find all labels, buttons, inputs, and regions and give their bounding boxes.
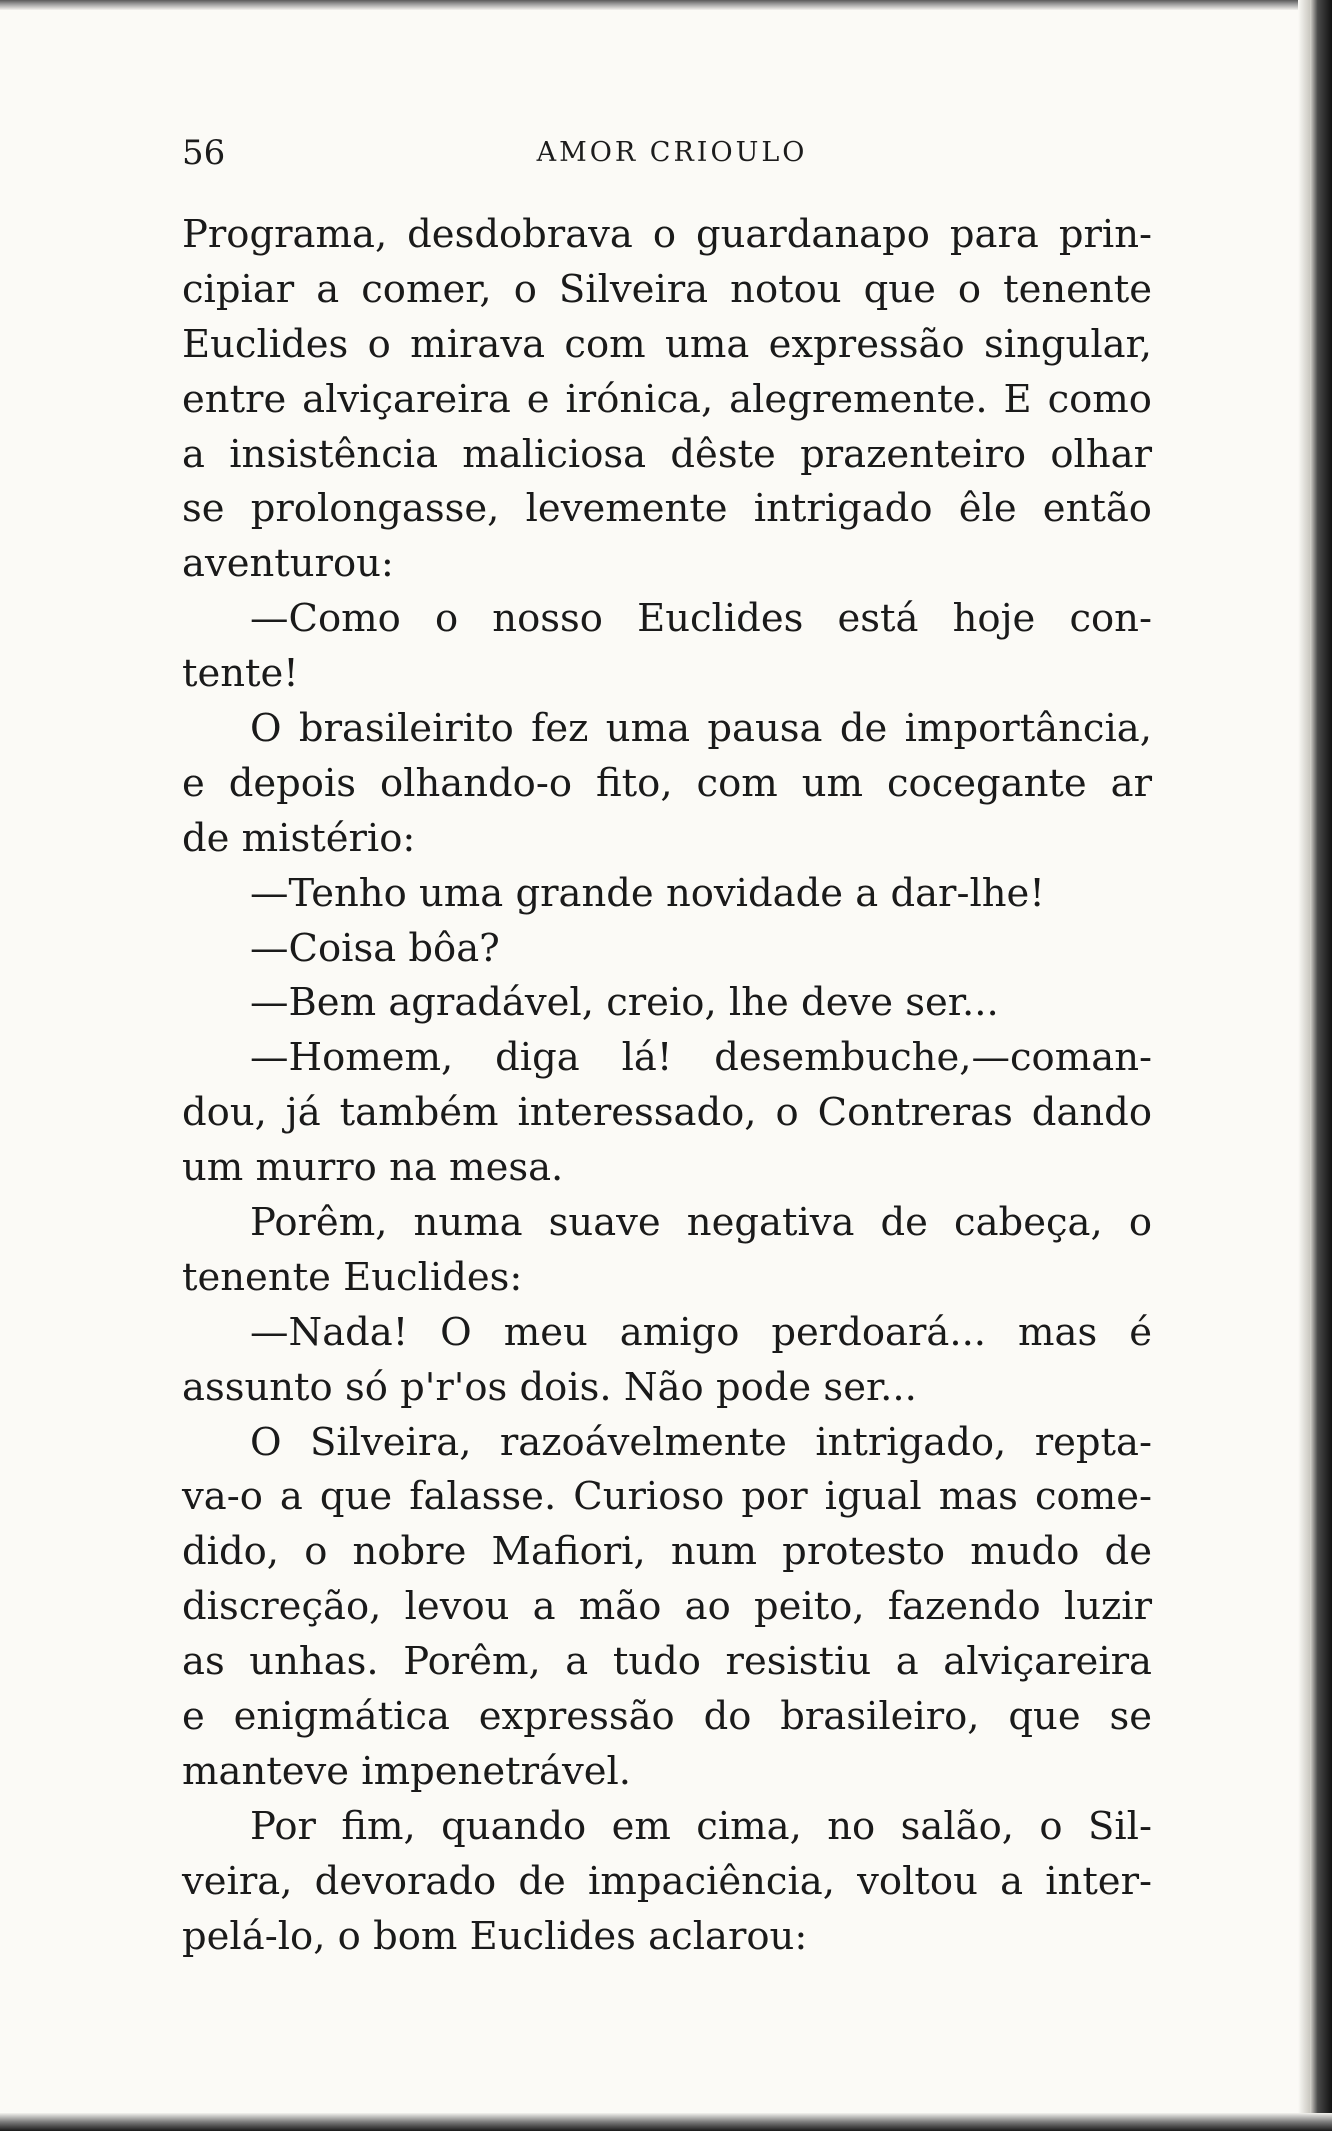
dialogue-line: —Nada! O meu amigo perdoará... mas é bbox=[250, 1309, 1152, 1355]
text-line: Programa, desdobrava o guardanapo para prin- bbox=[182, 212, 1152, 257]
dialogue-line: —Homem, diga lá! desembuche,—coman- bbox=[250, 1035, 1152, 1081]
dialogue-line: —Tenho uma grande novidade a dar-lhe! bbox=[250, 870, 1045, 916]
running-title: AMOR CRIOULO bbox=[536, 137, 808, 168]
paragraph-start: Porêm, numa suave negativa de cabeça, o bbox=[250, 1200, 1152, 1246]
text-line: va-o a que falasse. Curioso por igual mas come- bbox=[182, 1474, 1152, 1520]
text-line: discreção, levou a mão ao peito, fazendo luzir bbox=[182, 1584, 1152, 1630]
text-line: de mistério: bbox=[182, 815, 416, 861]
text-line: pelá-lo, o bom Euclides aclarou: bbox=[182, 1913, 808, 1959]
text-line: Euclides o mirava com uma expressão singular, bbox=[182, 321, 1152, 367]
paragraph-start: O Silveira, razoávelmente intrigado, repta- bbox=[250, 1419, 1152, 1465]
dialogue-line: —Como o nosso Euclides está hoje con- bbox=[250, 596, 1152, 642]
paragraph-start: Por fim, quando em cima, no salão, o Sil- bbox=[250, 1803, 1152, 1849]
text-line: tente! bbox=[182, 651, 299, 697]
text-line: dou, já também interessado, o Contreras dando bbox=[182, 1090, 1152, 1136]
page-header bbox=[182, 128, 1162, 178]
text-line: e depois olhando-o fito, com um cocegante ar bbox=[182, 760, 1152, 806]
scan-edge-bottom bbox=[0, 2113, 1332, 2131]
text-line: a insistência maliciosa dêste prazenteiro olhar bbox=[182, 431, 1152, 477]
scan-edge-right bbox=[1310, 0, 1332, 2131]
text-line: assunto só p'r'os dois. Não pode ser... bbox=[182, 1364, 917, 1410]
page-number: 56 bbox=[182, 133, 226, 173]
text-line: manteve impenetrável. bbox=[182, 1748, 632, 1794]
scan-edge-top bbox=[0, 0, 1332, 10]
text-line: se prolongasse, levemente intrigado êle então bbox=[182, 486, 1152, 532]
text-line: e enigmática expressão do brasileiro, que se bbox=[182, 1694, 1152, 1740]
paragraph-start: O brasileirito fez uma pausa de importância, bbox=[250, 706, 1152, 752]
text-line: aventurou: bbox=[182, 541, 394, 587]
dialogue-line: —Coisa bôa? bbox=[250, 925, 500, 971]
text-line: entre alviçareira e irónica, alegremente. E como bbox=[182, 376, 1152, 422]
text-line: as unhas. Porêm, a tudo resistiu a alviçareira bbox=[182, 1639, 1152, 1685]
text-line: tenente Euclides: bbox=[182, 1254, 523, 1300]
text-line: um murro na mesa. bbox=[182, 1145, 564, 1191]
dialogue-line: —Bem agradável, creio, lhe deve ser... bbox=[250, 980, 999, 1026]
text-line: dido, o nobre Mafiori, num protesto mudo de bbox=[182, 1529, 1152, 1575]
text-line: veira, devorado de impaciência, voltou a inter- bbox=[182, 1858, 1152, 1904]
page-gutter-shadow bbox=[1298, 0, 1310, 2131]
text-line: cipiar a comer, o Silveira notou que o tenente bbox=[182, 266, 1152, 312]
body-text bbox=[182, 208, 1152, 1965]
